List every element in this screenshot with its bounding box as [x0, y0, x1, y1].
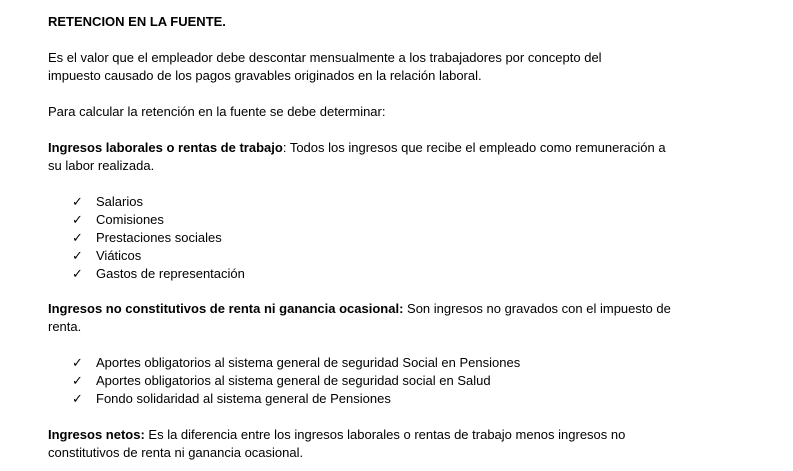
- checkmark-icon: ✓: [72, 195, 83, 210]
- list-item-label: Prestaciones sociales: [96, 230, 222, 245]
- calc-intro-paragraph: Para calcular la retención en la fuente se debe determinar:: [48, 104, 386, 119]
- list-item-label: Aportes obligatorios al sistema general de seguridad social en Salud: [96, 373, 491, 388]
- checkmark-icon: ✓: [72, 374, 83, 389]
- section-1-term: Ingresos laborales o rentas de trabajo: [48, 140, 283, 155]
- list-item: [72, 354, 520, 373]
- checkmark-icon: ✓: [72, 249, 83, 264]
- document-title: RETENCION EN LA FUENTE.: [48, 14, 226, 29]
- section-1-definition-line-2: su labor realizada.: [48, 158, 155, 173]
- section-3-definition-line-1: Es la diferencia entre los ingresos laborales o rentas de trabajo menos ingresos no: [144, 427, 626, 442]
- checkmark-icon: ✓: [72, 267, 83, 282]
- list-item-label: Comisiones: [96, 212, 164, 227]
- section-1-colon: :: [282, 140, 287, 155]
- section-3-definition-line-2: constitutivos de renta ni ganancia ocasional.: [48, 445, 304, 460]
- list-item: [72, 390, 391, 409]
- checkmark-icon: ✓: [72, 392, 83, 407]
- list-item-label: Gastos de representación: [96, 266, 245, 281]
- section-1-heading-line: [48, 139, 666, 157]
- list-item: [72, 265, 245, 284]
- section-2-definition-line-1: Son ingresos no gravados con el impuesto de: [403, 301, 671, 316]
- section-2-heading-line: [48, 300, 671, 318]
- list-item-label: Aportes obligatorios al sistema general de seguridad Social en Pensiones: [96, 355, 521, 370]
- list-item: [72, 211, 164, 230]
- checkmark-icon: ✓: [72, 213, 83, 228]
- list-item: [72, 247, 141, 266]
- section-3-term: Ingresos netos:: [48, 427, 145, 442]
- section-1-definition-line-1: Todos los ingresos que recibe el empleado como remuneración a: [286, 140, 666, 155]
- intro-paragraph-line-1: Es el valor que el empleador debe descontar mensualmente a los trabajadores por concepto del: [48, 50, 602, 65]
- list-item-label: Salarios: [96, 194, 143, 209]
- checkmark-icon: ✓: [72, 231, 83, 246]
- intro-paragraph-line-2: impuesto causado de los pagos gravables originados en la relación laboral.: [48, 68, 482, 83]
- list-item: [72, 372, 491, 391]
- list-item-label: Viáticos: [96, 248, 142, 263]
- list-item-label: Fondo solidaridad al sistema general de Pensiones: [96, 391, 391, 406]
- section-3-heading-line: [48, 426, 625, 444]
- list-item: [72, 229, 222, 248]
- section-2-term: Ingresos no constitutivos de renta ni ganancia ocasional:: [48, 301, 404, 316]
- checkmark-icon: ✓: [72, 356, 83, 371]
- section-2-definition-line-2: renta.: [48, 319, 82, 334]
- list-item: [72, 193, 143, 212]
